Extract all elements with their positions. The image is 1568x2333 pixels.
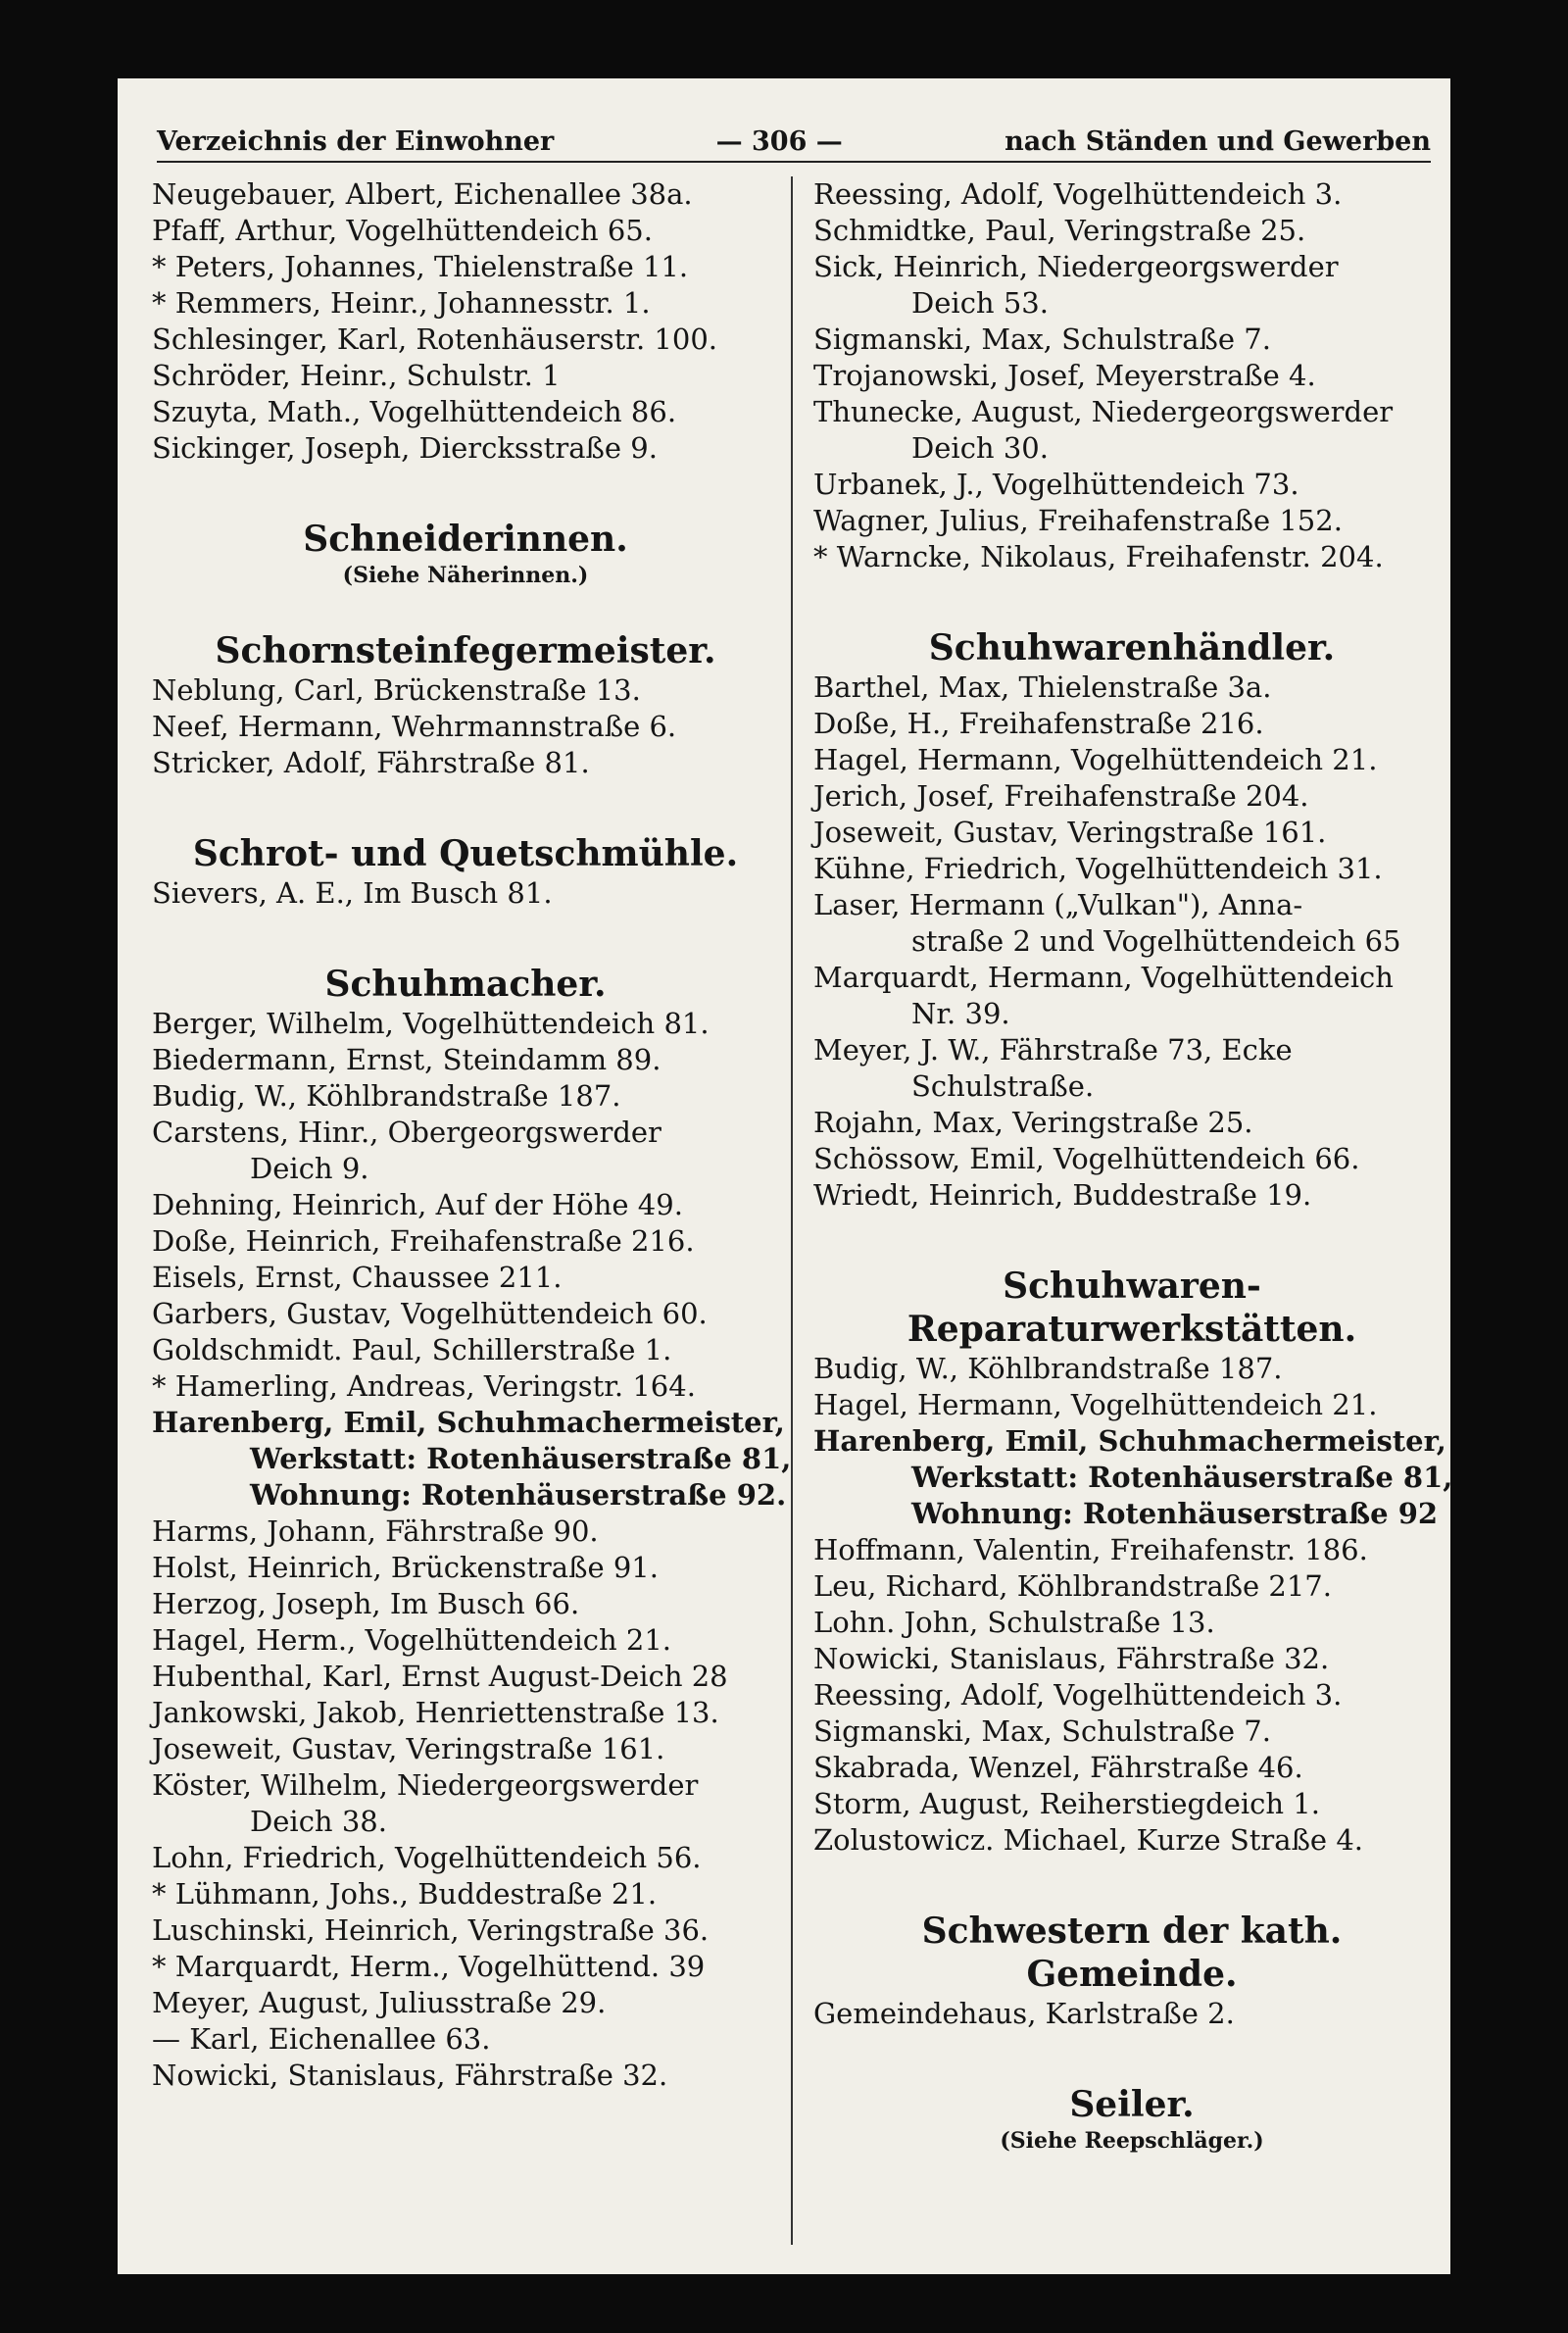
list-item-continuation: Deich 9. [250,1152,369,1185]
list-item: Zolustowicz. Michael, Kurze Straße 4. [813,1823,1363,1857]
list-item: Schmidtke, Paul, Veringstraße 25. [813,214,1306,247]
list-item-continuation: Deich 38. [250,1805,387,1838]
list-item: Sigmanski, Max, Schulstraße 7. [813,1714,1271,1748]
list-item: * Lühmann, Johs., Buddestraße 21. [152,1877,658,1911]
list-item-continuation: Deich 30. [911,431,1049,465]
list-item: Jerich, Josef, Freihafenstraße 204. [813,779,1309,813]
left-column [152,176,792,2094]
section-heading-reparaturwerkstaetten: Reparaturwerkstätten. [906,1309,1357,1350]
list-item-continuation: straße 2 und Vogelhüttendeich 65 [911,924,1401,958]
list-item: Sievers, A. E., Im Busch 81. [152,876,553,910]
column-divider [791,176,793,2245]
list-item: Schössow, Emil, Vogelhüttendeich 66. [813,1142,1360,1175]
section-heading-schrotmuehle: Schrot- und Quetschmühle. [192,833,739,874]
list-item: Luschinski, Heinrich, Veringstraße 36. [152,1913,710,1947]
highlighted-entry: Harenberg, Emil, Schuhmachermeister, [152,1406,785,1439]
list-item: Hoffmann, Valentin, Freihafenstr. 186. [813,1533,1368,1566]
list-item: Storm, August, Reiherstiegdeich 1. [813,1787,1320,1820]
list-item-continuation: Nr. 39. [911,997,1010,1030]
list-item: Sickinger, Joseph, Diercksstraße 9. [152,431,658,465]
list-item: Lohn. John, Schulstraße 13. [813,1606,1215,1639]
list-item: Lohn, Friedrich, Vogelhüttendeich 56. [152,1841,702,1874]
list-item: Wagner, Julius, Freihafenstraße 152. [813,504,1343,537]
header-left: Verzeichnis der Einwohner [157,126,555,157]
list-item: Eisels, Ernst, Chaussee 211. [152,1261,563,1294]
section-heading-schuhmacher: Schuhmacher. [324,964,607,1005]
list-item: Urbanek, J., Vogelhüttendeich 73. [813,468,1299,501]
list-item-continuation: Deich 53. [911,286,1049,320]
list-item: Joseweit, Gustav, Veringstraße 161. [152,1732,665,1765]
page-number: — 306 — [715,126,843,157]
list-item: Barthel, Max, Thielenstraße 3a. [813,670,1272,704]
list-item: Wriedt, Heinrich, Buddestraße 19. [813,1178,1312,1212]
list-item: * Warncke, Nikolaus, Freihafenstr. 204. [813,540,1384,573]
list-item: Garbers, Gustav, Vogelhüttendeich 60. [152,1297,708,1330]
list-item: Budig, W., Köhlbrandstraße 187. [813,1352,1283,1385]
list-item: Stricker, Adolf, Fährstraße 81. [152,746,590,779]
list-item: Sigmanski, Max, Schulstraße 7. [813,323,1271,356]
section-heading-seiler: Seiler. [1069,2084,1195,2125]
header-right: nach Ständen und Gewerben [1004,126,1431,157]
section-heading-schornsteinfeger: Schornsteinfegermeister. [215,630,716,671]
list-item: Dehning, Heinrich, Auf der Höhe 49. [152,1188,683,1221]
list-item: Leu, Richard, Köhlbrandstraße 217. [813,1569,1332,1603]
list-item: Holst, Heinrich, Brückenstraße 91. [152,1551,659,1584]
section-heading-schuhwarenhaendler: Schuhwarenhändler. [928,627,1336,669]
list-item: * Hamerling, Andreas, Veringstr. 164. [152,1369,696,1403]
list-item: Schröder, Heinr., Schulstr. 1 [152,359,561,392]
list-item: Laser, Hermann („Vulkan"), Anna- [813,888,1303,921]
list-item: Jankowski, Jakob, Henriettenstraße 13. [152,1696,719,1729]
list-item: Meyer, J. W., Fährstraße 73, Ecke [813,1033,1293,1067]
list-item: Budig, W., Köhlbrandstraße 187. [152,1079,621,1113]
document-page [118,78,1453,2274]
list-item: Neugebauer, Albert, Eichenallee 38a. [152,177,693,211]
section-heading-schuhwaren: Schuhwaren- [1003,1266,1261,1307]
list-item: — Karl, Eichenallee 63. [152,2022,491,2056]
list-item: Hagel, Hermann, Vogelhüttendeich 21. [813,743,1378,776]
list-item: Doße, H., Freihafenstraße 216. [813,707,1264,740]
list-item: Szuyta, Math., Vogelhüttendeich 86. [152,395,677,428]
list-item: Thunecke, August, Niedergeorgswerder [813,395,1394,428]
list-item: Goldschmidt. Paul, Schillerstraße 1. [152,1333,672,1366]
list-item: Reessing, Adolf, Vogelhüttendeich 3. [813,1678,1343,1712]
list-item: * Peters, Johannes, Thielenstraße 11. [152,250,689,283]
list-item: Rojahn, Max, Veringstraße 25. [813,1106,1253,1139]
list-item: Skabrada, Wenzel, Fährstraße 46. [813,1751,1303,1784]
cross-reference-note: (Siehe Reepschläger.) [1000,2128,1264,2154]
list-item: Gemeindehaus, Karlstraße 2. [813,1997,1235,2030]
highlighted-entry-line: Wohnung: Rotenhäuserstraße 92. [250,1478,787,1512]
list-item: Köster, Wilhelm, Niedergeorgswerder [152,1768,699,1802]
list-item: Hubenthal, Karl, Ernst August-Deich 28 [152,1660,728,1693]
list-item: Joseweit, Gustav, Veringstraße 161. [813,816,1327,849]
top-entry-list [152,176,779,467]
list-item: Nowicki, Stanislaus, Fährstraße 32. [813,1642,1330,1675]
page-header [157,118,1431,163]
list-item: Nowicki, Stanislaus, Fährstraße 32. [152,2059,668,2092]
list-item: * Marquardt, Herm., Vogelhüttend. 39 [152,1950,706,1983]
list-item: Neblung, Carl, Brückenstraße 13. [152,673,641,707]
list-item: Meyer, August, Juliusstraße 29. [152,1986,607,2019]
list-item: Sick, Heinrich, Niedergeorgswerder [813,250,1339,283]
list-item-continuation: Schulstraße. [911,1069,1095,1103]
cross-reference-note: (Siehe Näherinnen.) [342,563,589,588]
highlighted-entry-line: Werkstatt: Rotenhäuserstraße 81, [250,1442,792,1475]
section-heading-schwestern: Schwestern der kath. Gemeinde. [921,1911,1343,1995]
list-item: * Remmers, Heinr., Johannesstr. 1. [152,286,651,320]
list-item: Herzog, Joseph, Im Busch 66. [152,1587,580,1620]
list-item: Schlesinger, Karl, Rotenhäuserstr. 100. [152,323,717,356]
list-item: Pfaff, Arthur, Vogelhüttendeich 65. [152,214,653,247]
list-item: Reessing, Adolf, Vogelhüttendeich 3. [813,177,1343,211]
section-heading-schneiderinnen: Schneiderinnen. [303,519,628,560]
list-item: Marquardt, Hermann, Vogelhüttendeich [813,961,1394,994]
list-item: Hagel, Herm., Vogelhüttendeich 21. [152,1623,671,1657]
highlighted-entry: Harenberg, Emil, Schuhmachermeister, [813,1424,1446,1458]
list-item: Harms, Johann, Fährstraße 90. [152,1514,599,1548]
highlighted-entry-line: Wohnung: Rotenhäuserstraße 92 [911,1497,1439,1530]
list-item: Hagel, Hermann, Vogelhüttendeich 21. [813,1388,1378,1421]
list-item: Trojanowski, Josef, Meyerstraße 4. [813,359,1316,392]
list-item: Kühne, Friedrich, Vogelhüttendeich 31. [813,852,1383,885]
list-item: Biedermann, Ernst, Steindamm 89. [152,1043,662,1076]
list-item: Neef, Hermann, Wehrmannstraße 6. [152,710,677,743]
highlighted-entry-line: Werkstatt: Rotenhäuserstraße 81, [911,1461,1453,1494]
list-item: Carstens, Hinr., Obergeorgswerder [152,1116,662,1149]
list-item: Berger, Wilhelm, Vogelhüttendeich 81. [152,1007,710,1040]
right-column [813,176,1453,2156]
list-item: Doße, Heinrich, Freihafenstraße 216. [152,1224,695,1258]
